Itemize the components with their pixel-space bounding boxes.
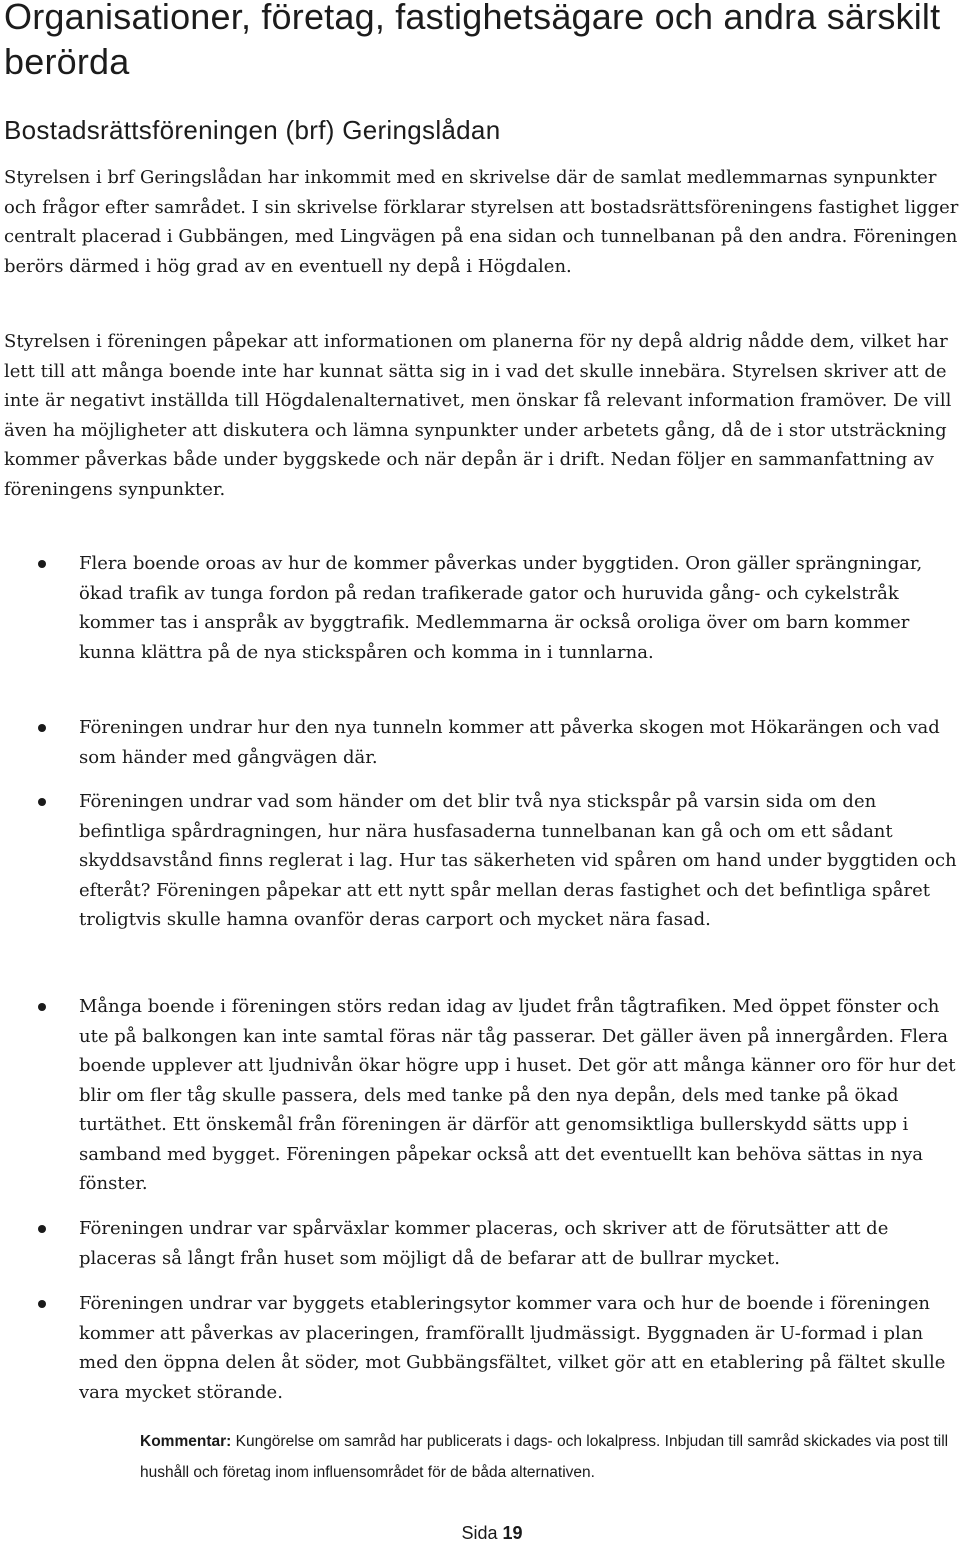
paragraph-summary: Styrelsen i föreningen påpekar att informationen om planerna för ny depå aldrig nådde dem, vilket har lett till att många boende inte har kunnat sätta sig in i vad det skulle innebära. Styrelsen skriver att de inte är negativt inställda till Högdalenalternativet, men önskar få relevant information framöver. De vill även ha möjligheter att diskutera och lämna synpunkter under arbetets gång, då de i stor utsträckning kommer påverkas både under byggskede och när depån är i drift. Nedan följer en sammanfattning av föreningens synpunkter. — [4, 331, 952, 500]
page-heading: Organisationer, företag, fastighetsägare och andra särskilt berörda — [4, 0, 941, 82]
comment-text: Kungörelse om samråd har publicerats i dags- och lokalpress. Inbjudan till samråd skickades via post till hushåll och företag inom influensområdet för de båda alternativen. — [140, 1433, 949, 1481]
bullet-icon — [38, 1225, 46, 1233]
paragraph-intro: Styrelsen i brf Geringslådan har inkommit med en skrivelse där de samlat medlemmarnas synpunkter och frågor efter samrådet. I sin skrivelse förklarar styrelsen att bostadsrättsföreningens fastighet ligger centralt placerad i Gubbängen, med Lingvägen på ena sidan och tunnelbanan på den andra. Föreningen berörs därmed i hög grad av en eventuell ny depå i Högdalen. — [4, 167, 959, 277]
bullet-icon — [38, 798, 46, 806]
list-item-text: Föreningen undrar var spårväxlar kommer placeras, och skriver att de förutsätter att de placeras så långt från huset som möjligt då de befarar att de bullrar mycket. — [79, 1218, 889, 1269]
comment-label: Kommentar: — [140, 1433, 232, 1450]
list-item-text: Flera boende oroas av hur de kommer påverkas under byggtiden. Oron gäller sprängningar, ökad trafik av tunga fordon på redan trafikerade gator och huruvida gång- och cykelstråk kommer tas i anspråk av byggtrafik. Medlemmarna är också oroliga över om barn kommer kunna klättra på de nya stickspåren och komma in i tunnlarna. — [79, 553, 923, 663]
bullet-icon — [38, 1300, 46, 1308]
bullet-icon — [38, 724, 46, 732]
list-item-text: Föreningen undrar var byggets etableringsytor kommer vara och hur de boende i föreningen kommer att påverkas av placeringen, framförallt ljudmässigt. Byggnaden är U-formad i plan med den öppna delen åt söder, mot Gubbängsfältet, vilket gör att en etablering på fältet skulle vara mycket störande. — [79, 1293, 946, 1403]
page-footer — [0, 1521, 960, 1545]
list-item-text: Föreningen undrar vad som händer om det blir två nya stickspår på varsin sida om den befintliga spårdragningen, hur nära husfasaderna tunnelbanan kan gå och om ett sådant skyddsavstånd finns reglerat i lag. Hur tas säkerheten vid spåren om hand under byggtiden och efteråt? Föreningen påpekar att ett nytt spår mellan deras fastighet och det befintliga spåret troligtvis skulle hamna ovanför deras carport och mycket nära fasad. — [79, 791, 957, 930]
comment-note — [140, 1426, 960, 1488]
section-heading: Bostadsrättsföreningen (brf) Geringslådan — [4, 115, 501, 145]
bullet-icon — [38, 1003, 46, 1011]
list-item-text: Många boende i föreningen störs redan idag av ljudet från tågtrafiken. Med öppet fönster och ute på balkongen kan inte samtal föras när tåg passerar. Det gäller även på innergården. Flera boende upplever att ljudnivån ökar högre upp i huset. Det gör att många känner oro för hur det blir om fler tåg skulle passera, dels med tanke på den nya depån, dels med tanke på ökad turtäthet. Ett önskemål från föreningen är därför att genomsiktliga bullerskydd sätts upp i samband med bygget. Föreningen påpekar också att det eventuellt kan behöva sättas in nya fönster. — [79, 996, 956, 1194]
page-number: 19 — [502, 1523, 523, 1543]
list-item-text: Föreningen undrar hur den nya tunneln kommer att påverka skogen mot Hökarängen och vad som händer med gångvägen där. — [79, 717, 940, 768]
bullet-icon — [38, 560, 46, 568]
page-label: Sida — [461, 1523, 498, 1543]
